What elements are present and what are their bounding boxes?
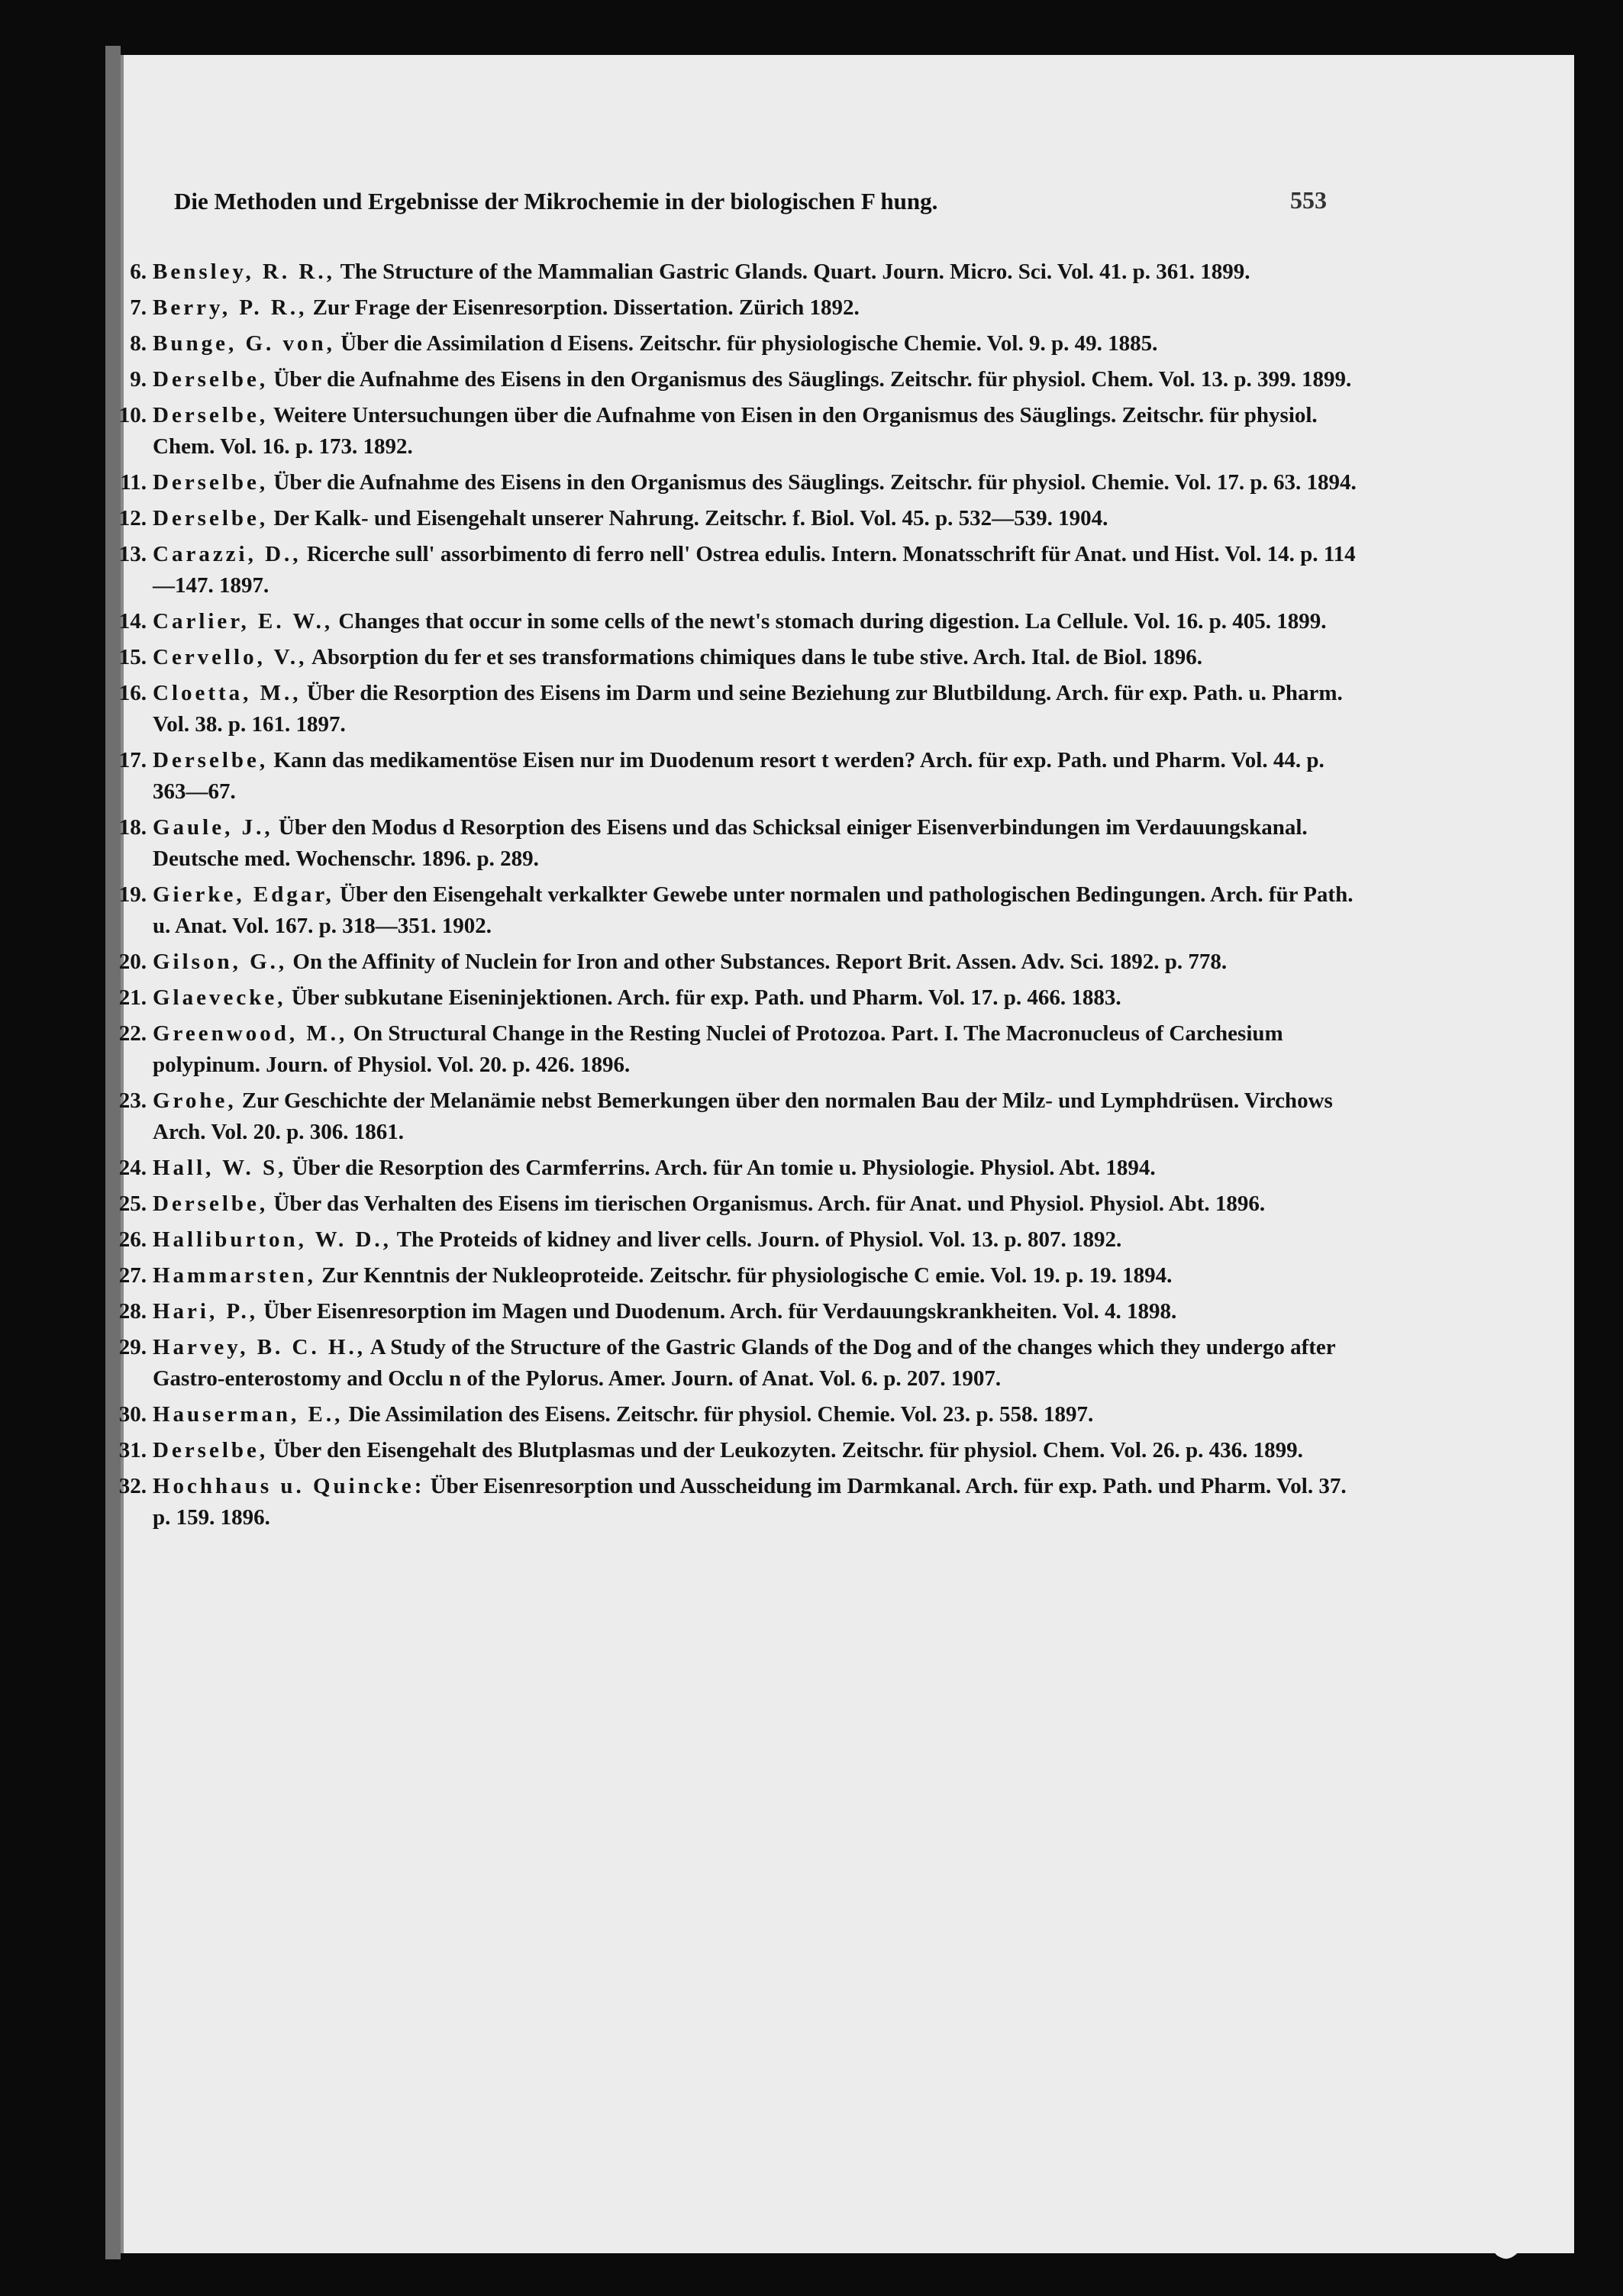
reference-author: Derselbe,	[153, 1438, 269, 1462]
reference-author: Bunge, G. von,	[153, 331, 335, 356]
reference-author: Cervello, V.,	[153, 645, 308, 669]
reference-text	[153, 1296, 1359, 1327]
reference-body: Weitere Untersuchungen über die Aufnahme von Eisen in den Organismus des Säuglings. Zeitschr. für physiol. Chem. Vol. 16. p. 173. 1892.	[153, 403, 1318, 459]
reference-text	[153, 1435, 1359, 1466]
reference-text	[153, 606, 1359, 637]
reference-author: Carlier, E. W.,	[153, 609, 334, 634]
reference-body: Über Eisenresorption und Ausscheidung im Darmkanal. Arch. für exp. Path. und Pharm. Vol. 37. p. 159. 1896.	[153, 1474, 1347, 1530]
reference-number: 25.	[118, 1192, 147, 1216]
reference-entry	[107, 503, 1359, 534]
reference-number: 28.	[118, 1299, 147, 1324]
reference-body: Über die Resorption des Eisens im Darm und seine Beziehung zur Blutbildung. Arch. für exp. Path. u. Pharm. Vol. 38. p. 161. 1897.	[153, 681, 1343, 737]
reference-author: Halliburton, W. D.,	[153, 1227, 392, 1252]
reference-body: The Structure of the Mammalian Gastric Glands. Quart. Journ. Micro. Sci. Vol. 41. p. 361. 1899.	[334, 260, 1250, 284]
reference-author: Derselbe,	[153, 470, 269, 495]
reference-number: 21.	[118, 985, 147, 1010]
reference-number: 23.	[118, 1088, 147, 1113]
reference-author: Glaevecke,	[153, 985, 286, 1010]
reference-number: 15.	[118, 645, 147, 669]
reference-body: Ricerche sull' assorbimento di ferro nell' Ostrea edulis. Intern. Monatsschrift für Anat. und Hist. Vol. 14. p. 114—147. 1897.	[153, 542, 1356, 598]
reference-entry	[107, 1085, 1359, 1148]
reference-text	[153, 292, 1359, 324]
reference-author: Greenwood, M.,	[153, 1021, 348, 1046]
reference-entry	[107, 1435, 1359, 1466]
reference-number: 11.	[120, 470, 147, 495]
reference-number: 17.	[118, 748, 147, 772]
reference-entry	[107, 1224, 1359, 1256]
reference-author: Berry, P. R.,	[153, 295, 308, 320]
reference-entry	[107, 467, 1359, 498]
reference-number: 14.	[118, 609, 147, 634]
reference-text	[153, 1018, 1359, 1081]
reference-number: 8.	[130, 331, 147, 356]
reference-author: Cloetta, M.,	[153, 681, 302, 705]
reference-text	[153, 678, 1359, 740]
reference-body: On Structural Change in the Resting Nuclei of Protozoa. Part. I. The Macronucleus of Carchesium polypinum. Journ. of Physiol. Vol. 20. p. 426. 1896.	[153, 1021, 1283, 1077]
reference-text	[153, 1471, 1359, 1533]
reference-number: 9.	[130, 367, 147, 392]
reference-body: Die Assimilation des Eisens. Zeitschr. für physiol. Chemie. Vol. 23. p. 558. 1897.	[343, 1402, 1094, 1427]
reference-entry	[107, 292, 1359, 324]
reference-entry	[107, 1471, 1359, 1533]
reference-entry	[107, 1153, 1359, 1184]
reference-number: 29.	[118, 1335, 147, 1359]
reference-author: Hauserman, E.,	[153, 1402, 344, 1427]
reference-body: Über den Eisengehalt verkalkter Gewebe unter normalen und pathologischen Bedingungen. Arch. für Path. u. Anat. Vol. 167. p. 318—351. 1902.	[153, 882, 1354, 938]
reference-author: Grohe,	[153, 1088, 237, 1113]
reference-body: Über den Eisengehalt des Blutplasmas und der Leukozyten. Zeitschr. für physiol. Chem. Vol. 26. p. 436. 1899.	[268, 1438, 1303, 1462]
reference-text	[153, 745, 1359, 808]
reference-text	[153, 879, 1359, 942]
reference-body: Zur Kenntnis der Nukleoproteide. Zeitschr. für physiologische C emie. Vol. 19. p. 19. 1894.	[315, 1263, 1173, 1288]
reference-entry	[107, 400, 1359, 463]
reference-body: Absorption du fer et ses transformations chimiques dans le tube stive. Arch. Ital. de Biol. 1896.	[307, 645, 1203, 669]
reference-entry	[107, 1399, 1359, 1430]
reference-body: Der Kalk- und Eisengehalt unserer Nahrung. Zeitschr. f. Biol. Vol. 45. p. 532—539. 1904.	[268, 506, 1108, 530]
reference-entry	[107, 539, 1359, 601]
reference-entry	[107, 879, 1359, 942]
reference-entry	[107, 1332, 1359, 1395]
reference-author: Gaule, J.,	[153, 815, 273, 840]
reference-body: Kann das medikamentöse Eisen nur im Duodenum resort t werden? Arch. für exp. Path. und Pharm. Vol. 44. p. 363—67.	[153, 748, 1325, 804]
reference-number: 31.	[118, 1438, 147, 1462]
reference-number: 27.	[118, 1263, 147, 1288]
reference-number: 12.	[118, 506, 147, 530]
reference-number: 20.	[118, 950, 147, 974]
reference-number: 18.	[118, 815, 147, 840]
running-header: Die Methoden und Ergebnisse der Mikrochemie in der biologischen F hung.	[174, 188, 938, 214]
reference-list	[107, 256, 1359, 1533]
reference-author: Derselbe,	[153, 367, 269, 392]
reference-author: Hammarsten,	[153, 1263, 316, 1288]
reference-body: Changes that occur in some cells of the newt's stomach during digestion. La Cellule. Vol. 16. p. 405. 1899.	[333, 609, 1327, 634]
reference-text	[153, 1260, 1359, 1292]
reference-text	[153, 256, 1359, 288]
reference-entry	[107, 1260, 1359, 1292]
reference-entry	[107, 1188, 1359, 1220]
reference-text	[153, 400, 1359, 463]
reference-author: Hall, W. S,	[153, 1156, 287, 1180]
reference-text	[153, 1399, 1359, 1430]
reference-number: 16.	[118, 681, 147, 705]
reference-author: Harvey, B. C. H.,	[153, 1335, 366, 1359]
reference-text	[153, 467, 1359, 498]
reference-text	[153, 812, 1359, 875]
reference-body: On the Affinity of Nuclein for Iron and other Substances. Report Brit. Assen. Adv. Sci. 1892. p. 778.	[287, 950, 1228, 974]
reference-number: 30.	[118, 1402, 147, 1427]
reference-body: A Study of the Structure of the Gastric Glands of the Dog and of the changes which they undergo after Gastro-enterostomy and Occlu n of the Pylorus. Amer. Journ. of Anat. Vol. 6. p. 207. 1907.	[153, 1335, 1336, 1391]
reference-text	[153, 539, 1359, 601]
reference-entry	[107, 642, 1359, 673]
reference-number: 26.	[118, 1227, 147, 1252]
reference-body: Über das Verhalten des Eisens im tierischen Organismus. Arch. für Anat. und Physiol. Physiol. Abt. 1896.	[268, 1192, 1266, 1216]
reference-number: 22.	[118, 1021, 147, 1046]
reference-body: Zur Geschichte der Melanämie nebst Bemerkungen über den normalen Bau der Milz- und Lymphdrüsen. Virchows Arch. Vol. 20. p. 306. 1861.	[153, 1088, 1333, 1144]
reference-text	[153, 1085, 1359, 1148]
reference-body: Über Eisenresorption im Magen und Duodenum. Arch. für Verdauungskrankheiten. Vol. 4. 1898.	[258, 1299, 1177, 1324]
reference-text	[153, 982, 1359, 1014]
reference-text	[153, 946, 1359, 978]
reference-entry	[107, 1018, 1359, 1081]
reference-author: Gilson, G.,	[153, 950, 288, 974]
reference-text	[153, 1188, 1359, 1220]
reference-body: Über die Aufnahme des Eisens in den Organismus des Säuglings. Zeitschr. für physiol. Chem. Vol. 13. p. 399. 1899.	[268, 367, 1352, 392]
reference-body: Über die Assimilation d Eisens. Zeitschr. für physiologische Chemie. Vol. 9. p. 49. 1885.	[334, 331, 1158, 356]
reference-author: Bensley, R. R.,	[153, 260, 335, 284]
reference-body: Über die Resorption des Carmferrins. Arch. für An tomie u. Physiologie. Physiol. Abt. 1894.	[286, 1156, 1156, 1180]
reference-text	[153, 364, 1359, 395]
reference-body: Über den Modus d Resorption des Eisens und das Schicksal einiger Eisenverbindungen im Verdauungskanal. Deutsche med. Wochenschr. 1896. p. 289.	[153, 815, 1308, 871]
reference-author: Gierke, Edgar,	[153, 882, 334, 907]
reference-text	[153, 1224, 1359, 1256]
reference-entry	[107, 364, 1359, 395]
page-number: 553	[1290, 186, 1327, 214]
reference-entry	[107, 256, 1359, 288]
reference-number: 19.	[118, 882, 147, 907]
reference-number: 32.	[118, 1474, 147, 1498]
reference-author: Hari, P.,	[153, 1299, 259, 1324]
reference-number: 24.	[118, 1156, 147, 1180]
reference-text	[153, 1153, 1359, 1184]
reference-body: The Proteids of kidney and liver cells. Journ. of Physiol. Vol. 13. p. 807. 1892.	[391, 1227, 1122, 1252]
reference-text	[153, 642, 1359, 673]
reference-entry	[107, 328, 1359, 360]
reference-text	[153, 328, 1359, 360]
reference-author: Derselbe,	[153, 506, 269, 530]
reference-body: Zur Frage der Eisenresorption. Dissertation. Zürich 1892.	[307, 295, 860, 320]
reference-author: Derselbe,	[153, 748, 269, 772]
reference-author: Derselbe,	[153, 403, 269, 427]
reference-author: Derselbe,	[153, 1192, 269, 1216]
reference-text	[153, 1332, 1359, 1395]
reference-entry	[107, 606, 1359, 637]
reference-body: Über die Aufnahme des Eisens in den Organismus des Säuglings. Zeitschr. für physiol. Chemie. Vol. 17. p. 63. 1894.	[268, 470, 1357, 495]
reference-author: Carazzi, D.,	[153, 542, 302, 566]
reference-text	[153, 503, 1359, 534]
reference-author: Hochhaus u. Quincke:	[153, 1474, 425, 1498]
reference-entry	[107, 982, 1359, 1014]
reference-body: Über subkutane Eiseninjektionen. Arch. für exp. Path. und Pharm. Vol. 17. p. 466. 1883.	[286, 985, 1121, 1010]
reference-entry	[107, 678, 1359, 740]
reference-entry	[107, 946, 1359, 978]
reference-entry	[107, 745, 1359, 808]
reference-number: 10.	[118, 403, 147, 427]
reference-number: 6.	[130, 260, 147, 284]
reference-entry	[107, 1296, 1359, 1327]
reference-entry	[107, 812, 1359, 875]
reference-number: 13.	[118, 542, 147, 566]
reference-number: 7.	[130, 295, 147, 320]
